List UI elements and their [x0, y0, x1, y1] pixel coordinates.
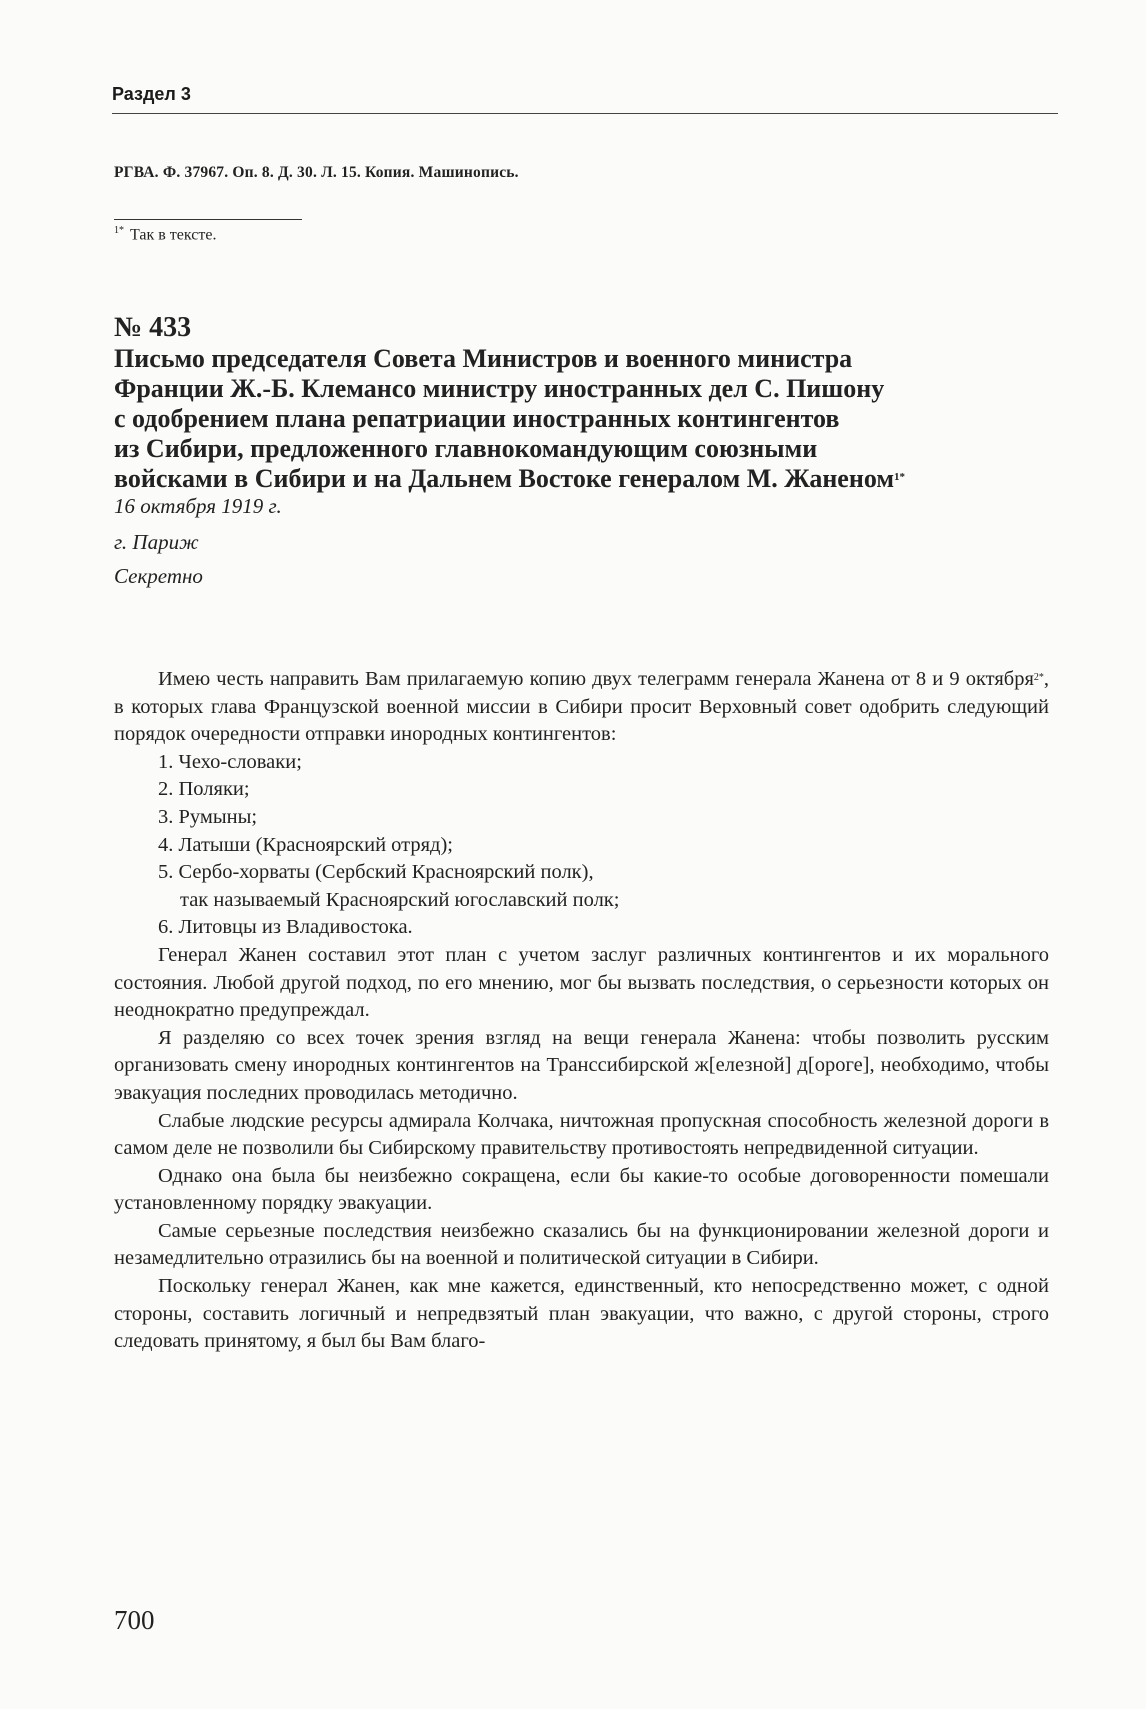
body-paragraph: Однако она была бы неизбежно сокращена, если бы какие-то особые договоренности помешали установленному порядку эвакуации.	[114, 1164, 1049, 1215]
footnote-mark: 2*	[1033, 672, 1044, 683]
title-line: Франции Ж.-Б. Клемансо министру иностранных дел С. Пишону	[114, 374, 885, 403]
title-footnote-mark: 1*	[894, 471, 906, 483]
document-date: 16 октября 1919 г.	[114, 494, 282, 518]
paragraph-text: Имею честь направить Вам прилагаемую копию двух телеграмм генерала Жанена от 8 и 9 октября	[158, 668, 1034, 690]
body-paragraph: Слабые людские ресурсы адмирала Колчака, ничтожная пропускная способность железной дороги в самом деле не позволили бы Сибирскому правительству противостоять непредвиденной ситуации.	[114, 1109, 1049, 1160]
letter-body	[114, 666, 1049, 1356]
page-number: 700	[114, 1605, 155, 1635]
list-item: 2. Поляки;	[158, 778, 250, 801]
title-line: Письмо председателя Совета Министров и военного министра	[114, 344, 853, 373]
footnote	[114, 225, 216, 244]
list-item: 6. Литовцы из Владивостока.	[158, 916, 413, 939]
running-header: Раздел 3	[112, 84, 191, 104]
footnote-mark: 1*	[114, 225, 124, 236]
body-paragraph: Я разделяю со всех точек зрения взгляд на вещи генерала Жанена: чтобы позволить русским организовать смену инородных контингентов на Транссибирской ж[елезной] д[ороге], необходимо, чтобы эвакуация последних проводилась методично.	[114, 1026, 1049, 1104]
document-classification: Секретно	[114, 564, 203, 588]
list-item-continuation: так называемый Красноярский югославский полк;	[180, 888, 620, 911]
paragraph-text: , в которых глава Французской военной миссии в Сибири просит Верховный совет одобрить следующий порядок очередности отправки инородных контингентов:	[114, 668, 1049, 746]
contingents-list	[114, 749, 1049, 942]
list-item: 1. Чехо-словаки;	[158, 750, 302, 773]
document-number: № 433	[114, 312, 192, 343]
body-paragraph: Поскольку генерал Жанен, как мне кажется, единственный, кто непосредственно может, с одной стороны, составить логичный и непредвзятый план эвакуации, что важно, с другой стороны, строго следовать принятому, я был бы Вам благо-	[114, 1275, 1049, 1353]
body-paragraph: Самые серьезные последствия неизбежно сказались бы на функционировании железной дороги и незамедлительно отразились бы на военной и политической ситуации в Сибири.	[114, 1219, 1049, 1270]
header-rule	[112, 113, 1058, 114]
list-item: 4. Латыши (Красноярский отряд);	[158, 833, 453, 856]
list-item-text: 5. Сербо-хорваты (Сербский Красноярский полк),	[158, 861, 594, 884]
document-place: г. Париж	[114, 530, 199, 554]
list-item: 3. Румыны;	[158, 805, 258, 828]
footnote-rule	[114, 219, 302, 220]
document-title	[114, 344, 1054, 494]
title-line-text: войсками в Сибири и на Дальнем Востоке генералом М. Жаненом	[114, 464, 895, 493]
title-line: из Сибири, предложенного главнокомандующим союзными	[114, 434, 818, 463]
body-paragraph: Генерал Жанен составил этот план с учетом заслуг различных контингентов и их морального состояния. Любой другой подход, по его мнению, мог бы вызвать последствия, о серьезности которых он неоднократно предупреждал.	[114, 943, 1049, 1022]
title-line	[114, 464, 1054, 494]
list-item	[114, 859, 1049, 914]
body-paragraph	[114, 666, 1049, 749]
title-line: с одобрением плана репатриации иностранных контингентов	[114, 404, 840, 433]
archive-source: РГВА. Ф. 37967. Оп. 8. Д. 30. Л. 15. Копия. Машинопись.	[114, 164, 519, 181]
footnote-text: Так в тексте.	[130, 226, 217, 244]
